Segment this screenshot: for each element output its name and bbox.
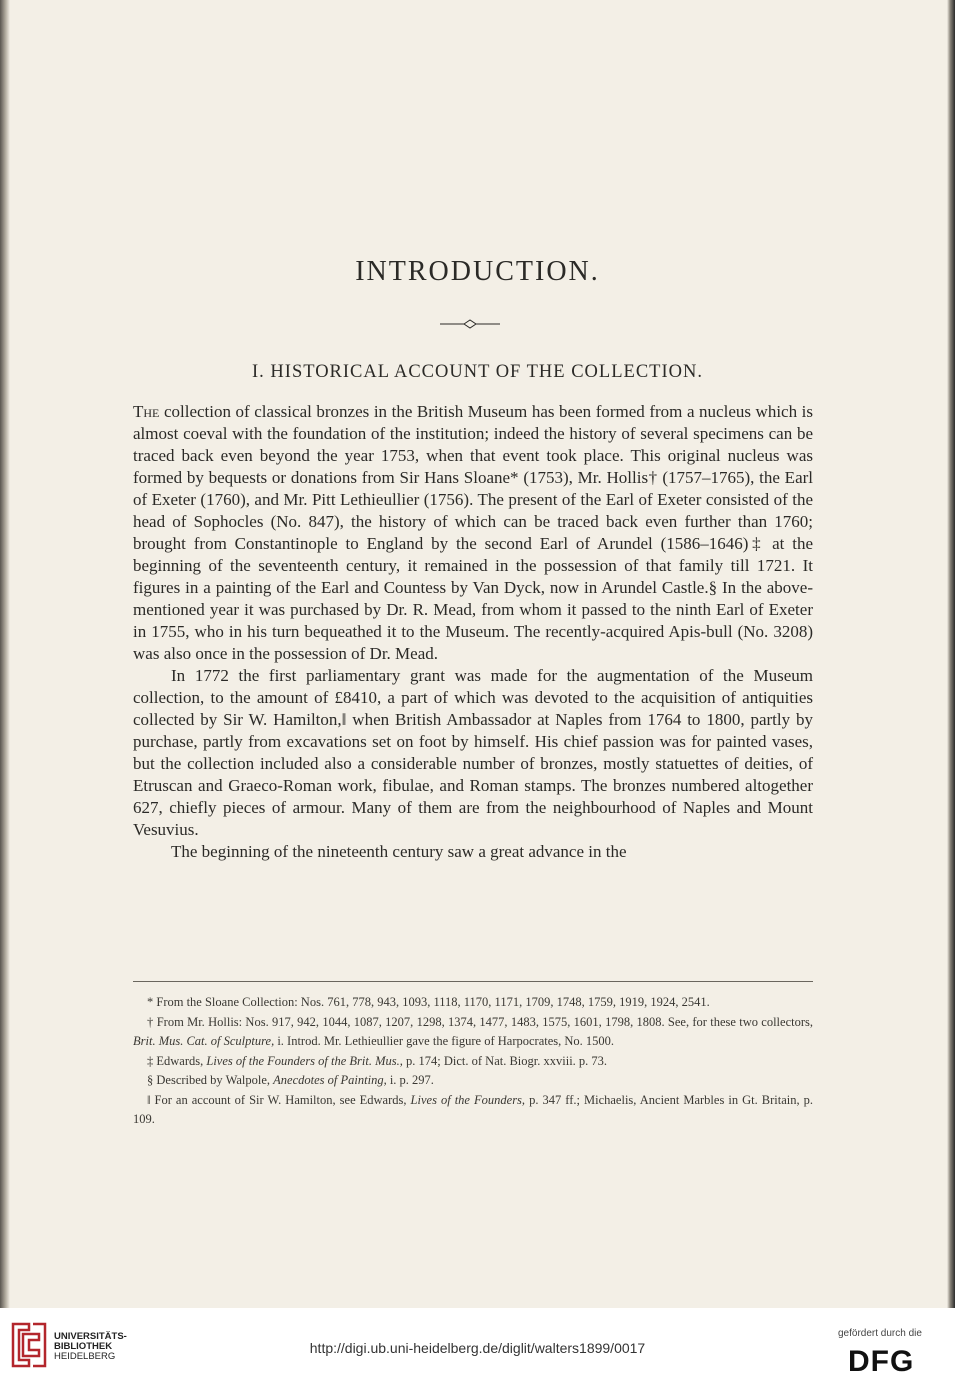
funded-by-label: gefördert durch die — [838, 1328, 922, 1339]
footnote-text: i. p. 297. — [386, 1073, 434, 1087]
footnote-2 — [133, 1013, 813, 1052]
footnote-1 — [133, 993, 813, 1013]
footnote-citation: Brit. Mus. Cat. of Sculpture, — [133, 1034, 275, 1048]
footnotes — [133, 993, 813, 1130]
library-name-line-2: BIBLIOTHEK — [54, 1341, 113, 1352]
footnote-citation: Lives of the Founders, — [410, 1092, 526, 1107]
paragraph-1 — [133, 401, 813, 665]
permalink-url[interactable]: http://digi.ub.uni-heidelberg.de/diglit/walters1899/0017 — [309, 1340, 646, 1356]
paragraph-text: collection of classical bronzes in the British Museum has been formed from a nucleus which is almost coeval with the foundation of the institution; indeed the history of several specimens can be traced back even beyond the year 1753, when that event took place. This original nucleus was formed by bequests or donations from Sir Hans Sloane* (1753), Mr. Hollis† (1757–1765), the Earl of Exeter (1760), and Mr. Pitt Lethieullier (1756). The present of the Earl of Exeter consisted of the head of Sophocles (No. 847), the history of which can be traced back even further than 1760; brought from Constantinople to England by the second Earl of Arundel (1586–1646)‡ at the beginning of the seventeenth century, it remained in the possession of that family till 1721. It figures in a painting of the Earl and Countess by Van Dyck, now in Arundel Castle.§ In the above-mentioned year it was purchased by Dr. R. Mead, from whom it passed to the ninth Earl of Exeter in 1755, who in his turn bequeathed it to the Museum. The recently-acquired Apis-bull (No. 3208) was also once in the possession of Dr. Mead. — [133, 402, 813, 663]
paragraph-2: In 1772 the first parliamentary grant was made for the augmentation of the Museum collection, to the amount of £8410, a part of which was devoted to the acquisition of antiquities collected by Sir W. Hamilton,‖ when British Ambassador at Naples from 1764 to 1800, partly by purchase, partly from excavations set on foot by himself. His chief passion was for painted vases, but the collection included also a considerable number of bronzes, mostly statuettes of deities, of Etruscan and Graeco-Roman work, fibulae, and Roman stamps. The bronzes numbered altogether 627, chiefly pieces of armour. Many of them are from the neighbourhood of Naples and Mount Vesuvius. — [133, 666, 813, 839]
page-title: INTRODUCTION. — [355, 256, 600, 287]
footnote-text: p. 174; Dict. of Nat. Biogr. xxviii. p. 73. — [402, 1053, 608, 1068]
ornament-divider-icon — [440, 318, 500, 330]
paragraph-lead-word: The — [133, 402, 160, 421]
page-edge-shadow-right — [947, 0, 955, 1308]
footnote-text: † From Mr. Hollis: Nos. 917, 942, 1044, 1087, 1207, 1298, 1374, 1477, 1483, 1575, 1601, 1798, 1808. See, for these two collectors, — [147, 1014, 813, 1029]
footnote-citation: Lives of the Founders of the Brit. Mus., — [206, 1053, 403, 1068]
library-name-line-3: HEIDELBERG — [54, 1351, 116, 1362]
footnote-citation: Anecdotes of Painting, — [273, 1073, 387, 1087]
footnote-rule — [133, 981, 813, 982]
library-name-line-1: UNIVERSITÄTS- — [54, 1331, 127, 1342]
dfg-logo[interactable]: DFG — [848, 1345, 915, 1378]
footnote-text: * From the Sloane Collection: Nos. 761, 778, 943, 1093, 1118, 1170, 1171, 1709, 1748, 1759, 1919, 1924, 2541. — [147, 995, 710, 1009]
footnote-text: ‡ Edwards, — [147, 1053, 207, 1068]
footnote-text: § Described by Walpole, — [147, 1073, 274, 1087]
section-heading: I. HISTORICAL ACCOUNT OF THE COLLECTION. — [252, 362, 703, 382]
footnote-4 — [133, 1071, 813, 1091]
body-text — [133, 401, 813, 863]
page-edge-shadow-left — [0, 0, 10, 1308]
footnote-5 — [133, 1091, 813, 1130]
paragraph-3: The beginning of the nineteenth century saw a great advance in the — [171, 842, 627, 861]
footnote-text: ‖ For an account of Sir W. Hamilton, see Edwards, — [147, 1092, 411, 1107]
footnote-text: p. 347 ff.; Michaelis, Ancient Marbles in Gt. Britain, p. 109. — [133, 1092, 813, 1126]
footnote-3 — [133, 1052, 813, 1072]
footnote-text: i. Introd. Mr. Lethieullier gave the figure of Harpocrates, No. 1500. — [274, 1034, 615, 1048]
